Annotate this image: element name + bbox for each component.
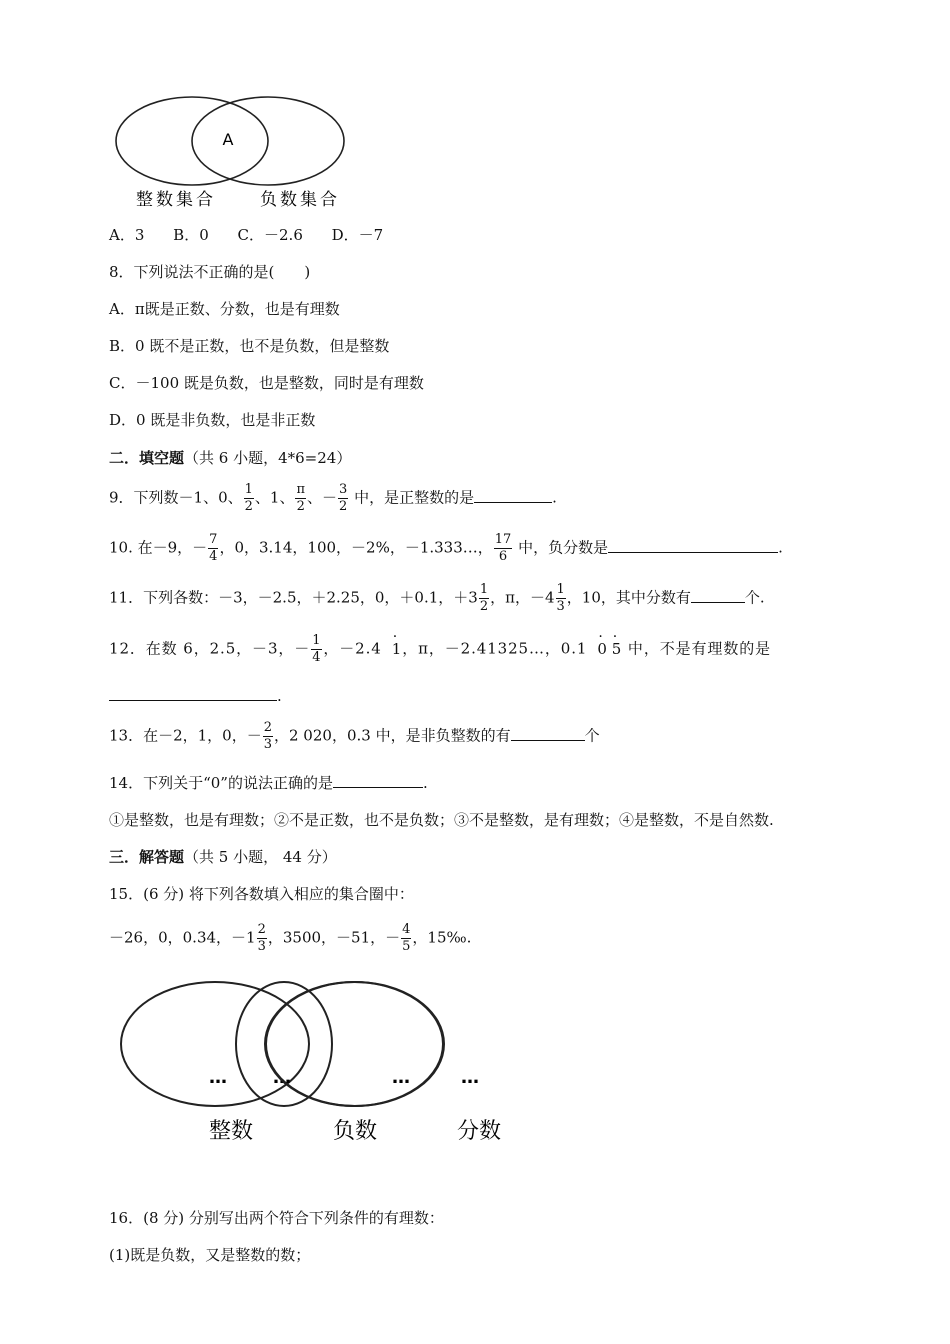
repeating-digit: · 0 (597, 639, 607, 659)
q7-options (109, 225, 383, 245)
q9-text: 、1、 (254, 488, 295, 507)
q16-part-1: (1)既是负数，又是整数的数； (109, 1246, 311, 1264)
ellipsis-integer: … (209, 1067, 227, 1088)
question-12 (109, 633, 771, 666)
q10-text: ，0，3.14，100，－2%，－1.333…， (219, 538, 493, 557)
q13-text: 个 (584, 726, 600, 745)
q12-text: ，π，－2.41325…，0.1 (402, 639, 588, 658)
question-13 (109, 720, 600, 753)
fraction: $\frac{1}{2}$ (479, 582, 489, 614)
q10-text: . (778, 538, 783, 557)
q7-option-d[interactable]: D．－7 (331, 226, 384, 244)
fraction: $\frac{1}{2}$ (244, 482, 253, 514)
question-12-answer-line (109, 686, 282, 706)
q8-option-d[interactable]: D．0 既是非负数，也是非正数 (109, 411, 316, 429)
fraction: $\frac{1}{4}$ (312, 633, 322, 665)
intersection-label: A (222, 130, 234, 149)
q8-option-c[interactable]: C．－100 既是负数，也是整数，同时是有理数 (109, 374, 424, 392)
q7-option-b[interactable]: B．0 (173, 226, 209, 244)
fraction-label: 分数 (456, 1119, 502, 1144)
answer-blank[interactable] (691, 588, 745, 603)
q16-stem: 16．(8 分) 分别写出两个符合下列条件的有理数： (109, 1209, 444, 1227)
q12-text: . (277, 687, 282, 705)
repeating-digit: · 5 (612, 639, 622, 659)
integer-set-label: 整数集合 (136, 190, 216, 210)
question-14 (109, 773, 428, 793)
q14-options: ①是整数，也是有理数；②不是正数，也不是负数；③不是整数，是有理数；④是整数，不是自然数. (109, 811, 774, 829)
section-2-title: 二．填空题 (109, 449, 185, 467)
negative-set-label: 负数集合 (260, 190, 340, 210)
venn-diagram-extension (440, 980, 550, 1150)
fraction: $\frac{1}{3}$ (556, 582, 565, 614)
venn-diagram-integers-negatives (110, 92, 360, 217)
q15-text: ，3500，－51，－ (267, 928, 401, 947)
q8-option-b[interactable]: B．0 既不是正数，也不是负数，但是整数 (109, 337, 390, 355)
negative-label: 负数 (332, 1119, 378, 1144)
repeating-digit: · 1 (392, 639, 402, 659)
question-9 (109, 482, 557, 515)
q11-text: 11．下列各数：－3，－2.5，＋2.25，0，＋0.1，＋3 (109, 588, 478, 607)
section-3-note: （共 5 小题， 44 分） (184, 848, 337, 866)
fraction: $\frac{7}{4}$ (209, 532, 218, 564)
answer-blank[interactable] (608, 538, 778, 553)
q7-option-a[interactable]: A．3 (109, 226, 145, 244)
q7-option-c[interactable]: C．－2.6 (237, 226, 303, 244)
ellipsis-fraction: … (461, 1067, 479, 1088)
q9-text: . (552, 488, 557, 507)
fraction: $\frac{\pi}{2}$ (296, 482, 306, 514)
ellipsis-integer-negative: … (273, 1067, 291, 1088)
ellipsis-negative-fraction: … (392, 1067, 410, 1088)
q12-text: 中，不是有理数的是 (622, 639, 772, 658)
q15-numbers (109, 922, 471, 955)
answer-blank[interactable] (109, 686, 277, 701)
q8-option-a[interactable]: A．π既是正数、分数，也是有理数 (109, 300, 340, 318)
q9-text: 9．下列数－1、0、 (109, 488, 243, 507)
q10-text: 10. 在－9，－ (109, 538, 208, 557)
q14-text: . (422, 774, 428, 792)
q14-text: 14．下列关于“0”的说法正确的是 (109, 774, 333, 792)
section-3-title: 三．解答题 (109, 848, 185, 866)
fraction: $\frac{17}{6}$ (494, 532, 512, 564)
section-3-heading (109, 847, 337, 867)
answer-blank[interactable] (333, 773, 423, 788)
q11-text: 个. (744, 588, 765, 607)
q15-stem: 15．(6 分) 将下列各数填入相应的集合圈中： (109, 885, 414, 903)
q9-text: 中，是正整数的是 (349, 488, 475, 507)
q8-stem: 8．下列说法不正确的是( ) (109, 263, 311, 281)
q15-text: －26，0，0.34，－1 (109, 928, 256, 947)
q9-text: 、－ (307, 488, 338, 507)
q13-text: 13．在－2，1，0，－ (109, 726, 262, 745)
q12-text: 12．在数 6，2.5，－3，－ (109, 639, 311, 658)
fraction: $\frac{4}{5}$ (402, 922, 411, 954)
q12-text: ，－2.4 (323, 639, 382, 658)
fraction: $\frac{2}{3}$ (263, 720, 272, 752)
integer-label: 整数 (208, 1119, 254, 1144)
q13-text: ，2 020，0.3 中，是非负整数的有 (274, 726, 511, 745)
fraction: $\frac{3}{2}$ (339, 482, 348, 514)
question-11 (109, 582, 765, 615)
q11-text: ，π，－4 (490, 588, 555, 607)
section-2-note: （共 6 小题，4*6=24） (184, 449, 352, 467)
q11-text: ，10，其中分数有 (566, 588, 691, 607)
question-10 (109, 532, 783, 565)
q15-text: ，15‰. (412, 928, 472, 947)
answer-blank[interactable] (511, 726, 585, 741)
section-2-heading (109, 448, 351, 468)
fraction: $\frac{2}{3}$ (257, 922, 266, 954)
answer-blank[interactable] (474, 488, 552, 503)
q10-text: 中，负分数是 (513, 538, 609, 557)
